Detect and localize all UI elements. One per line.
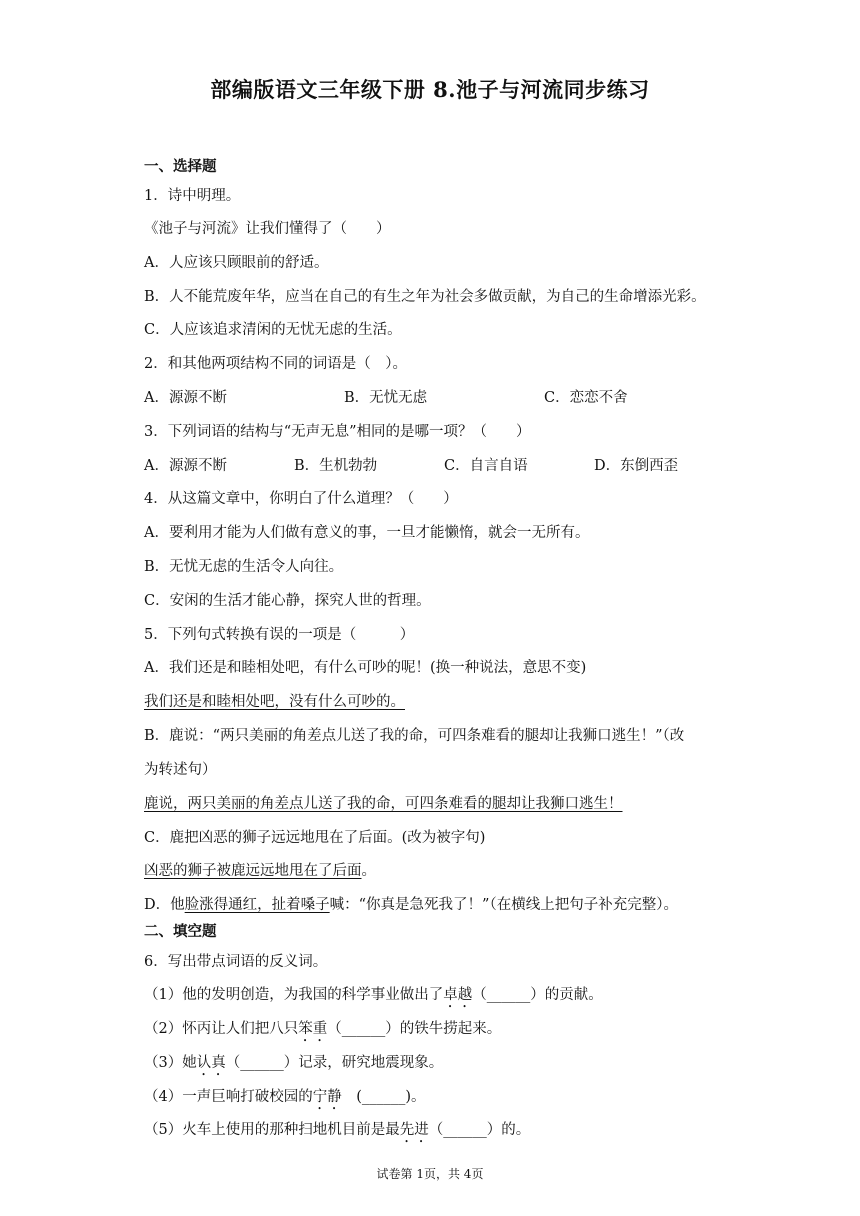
question-1-option-a: A．人应该只顾眼前的舒适。 bbox=[144, 255, 329, 271]
page-footer: 试卷第 1页，共 4页 bbox=[376, 1167, 484, 1181]
question-5-option-d-prefix: D．他 bbox=[144, 897, 185, 913]
section-heading-choice: 一、选择题 bbox=[144, 158, 217, 175]
question-6-item-4-word: 宁静 bbox=[312, 1089, 342, 1105]
question-2-option-b: B．无忧无虑 bbox=[344, 390, 428, 406]
question-3-option-a: A．源源不断 bbox=[144, 458, 227, 474]
question-5-option-b-answer: 鹿说，两只美丽的角差点儿送了我的命，可四条难看的腿却让我狮口逃生！ bbox=[144, 796, 623, 812]
question-5-option-c-answer-end: 。 bbox=[361, 863, 376, 879]
question-1-option-c: C．人应该追求清闲的无忧无虑的生活。 bbox=[144, 322, 402, 338]
question-6-item-1-word: 卓越 bbox=[443, 987, 473, 1003]
question-5-option-b-line1: B．鹿说：“两只美丽的角差点儿送了我的命，可四条难看的腿却让我狮口逃生！”（改 bbox=[144, 728, 685, 744]
question-6-item-1 bbox=[144, 985, 603, 1011]
question-5-option-d bbox=[144, 895, 678, 915]
question-1-stem: 1．诗中明理。 bbox=[144, 188, 241, 204]
question-5-option-a: A．我们还是和睦相处吧，有什么可吵的呢！(换一种说法，意思不变) bbox=[144, 660, 587, 676]
question-2-option-c: C．恋恋不舍 bbox=[544, 390, 628, 406]
question-4-stem: 4．从这篇文章中，你明白了什么道理？（ ） bbox=[144, 491, 458, 507]
question-6-item-1-blank: （______）的贡献。 bbox=[472, 987, 603, 1003]
question-3-option-d: D．东倒西歪 bbox=[594, 458, 679, 474]
question-1-option-b: B．人不能荒废年华，应当在自己的有生之年为社会多做贡献，为自己的生命增添光彩。 bbox=[144, 289, 706, 305]
question-5-option-b-line2: 为转述句） bbox=[144, 762, 217, 778]
question-6-item-3-text: （3）她 bbox=[144, 1055, 197, 1071]
question-6-item-4 bbox=[144, 1087, 426, 1113]
question-6-item-2-word: 笨重 bbox=[298, 1021, 328, 1037]
question-5-option-c-answer-line bbox=[144, 861, 376, 881]
question-6-item-2-blank: （______）的铁牛捞起来。 bbox=[327, 1021, 502, 1037]
question-4-option-a: A．要利用才能为人们做有意义的事，一旦才能懒惰，就会一无所有。 bbox=[144, 525, 590, 541]
section-heading-fill: 二、填空题 bbox=[144, 923, 217, 940]
question-6-item-4-blank: (______)。 bbox=[341, 1089, 426, 1105]
question-3-stem: 3．下列词语的结构与“无声无息”相同的是哪一项？（ ） bbox=[144, 424, 531, 440]
question-5-option-c-answer: 凶恶的狮子被鹿远远地甩在了后面 bbox=[144, 863, 362, 879]
question-5-option-c: C．鹿把凶恶的狮子远远地甩在了后面。(改为被字句) bbox=[144, 830, 486, 846]
question-6-item-5-blank: （______）的。 bbox=[428, 1122, 531, 1138]
question-6-item-4-text: （4）一声巨响打破校园的 bbox=[144, 1089, 313, 1105]
question-5-option-d-answer: 脸涨得通红，扯着嗓子 bbox=[184, 897, 330, 913]
question-6-item-3-blank: （______）记录，研究地震现象。 bbox=[225, 1055, 444, 1071]
question-1-sub: 《池子与河流》让我们懂得了（ ） bbox=[144, 221, 391, 237]
question-4-option-b: B．无忧无虑的生活令人向往。 bbox=[144, 559, 344, 575]
question-6-item-3-word: 认真 bbox=[196, 1055, 226, 1071]
question-4-option-c: C．安闲的生活才能心静，探究人世的哲理。 bbox=[144, 593, 431, 609]
question-6-item-5 bbox=[144, 1120, 530, 1146]
question-5-option-a-answer: 我们还是和睦相处吧，没有什么可吵的。 bbox=[144, 694, 405, 710]
question-2-stem: 2．和其他两项结构不同的词语是（ ）。 bbox=[144, 356, 407, 372]
question-6-item-3 bbox=[144, 1053, 443, 1079]
question-2-option-a: A．源源不断 bbox=[144, 390, 227, 406]
question-6-item-2 bbox=[144, 1019, 501, 1045]
question-5-option-d-suffix: 喊：“你真是急死我了！”（在横线上把句子补充完整）。 bbox=[329, 897, 678, 913]
question-6-item-1-text: （1）他的发明创造，为我国的科学事业做出了 bbox=[144, 987, 444, 1003]
question-5-stem: 5．下列句式转换有误的一项是（ ） bbox=[144, 627, 415, 643]
question-6-item-5-word: 先进 bbox=[399, 1122, 429, 1138]
question-6-item-2-text: （2）怀丙让人们把八只 bbox=[144, 1021, 299, 1037]
question-3-option-c: C．自言自语 bbox=[444, 458, 528, 474]
question-6-stem: 6．写出带点词语的反义词。 bbox=[144, 954, 328, 970]
question-3-option-b: B．生机勃勃 bbox=[294, 458, 378, 474]
page-title: 部编版语文三年级下册 8.池子与河流同步练习 bbox=[210, 77, 650, 102]
question-6-item-5-text: （5）火车上使用的那种扫地机目前是最 bbox=[144, 1122, 400, 1138]
